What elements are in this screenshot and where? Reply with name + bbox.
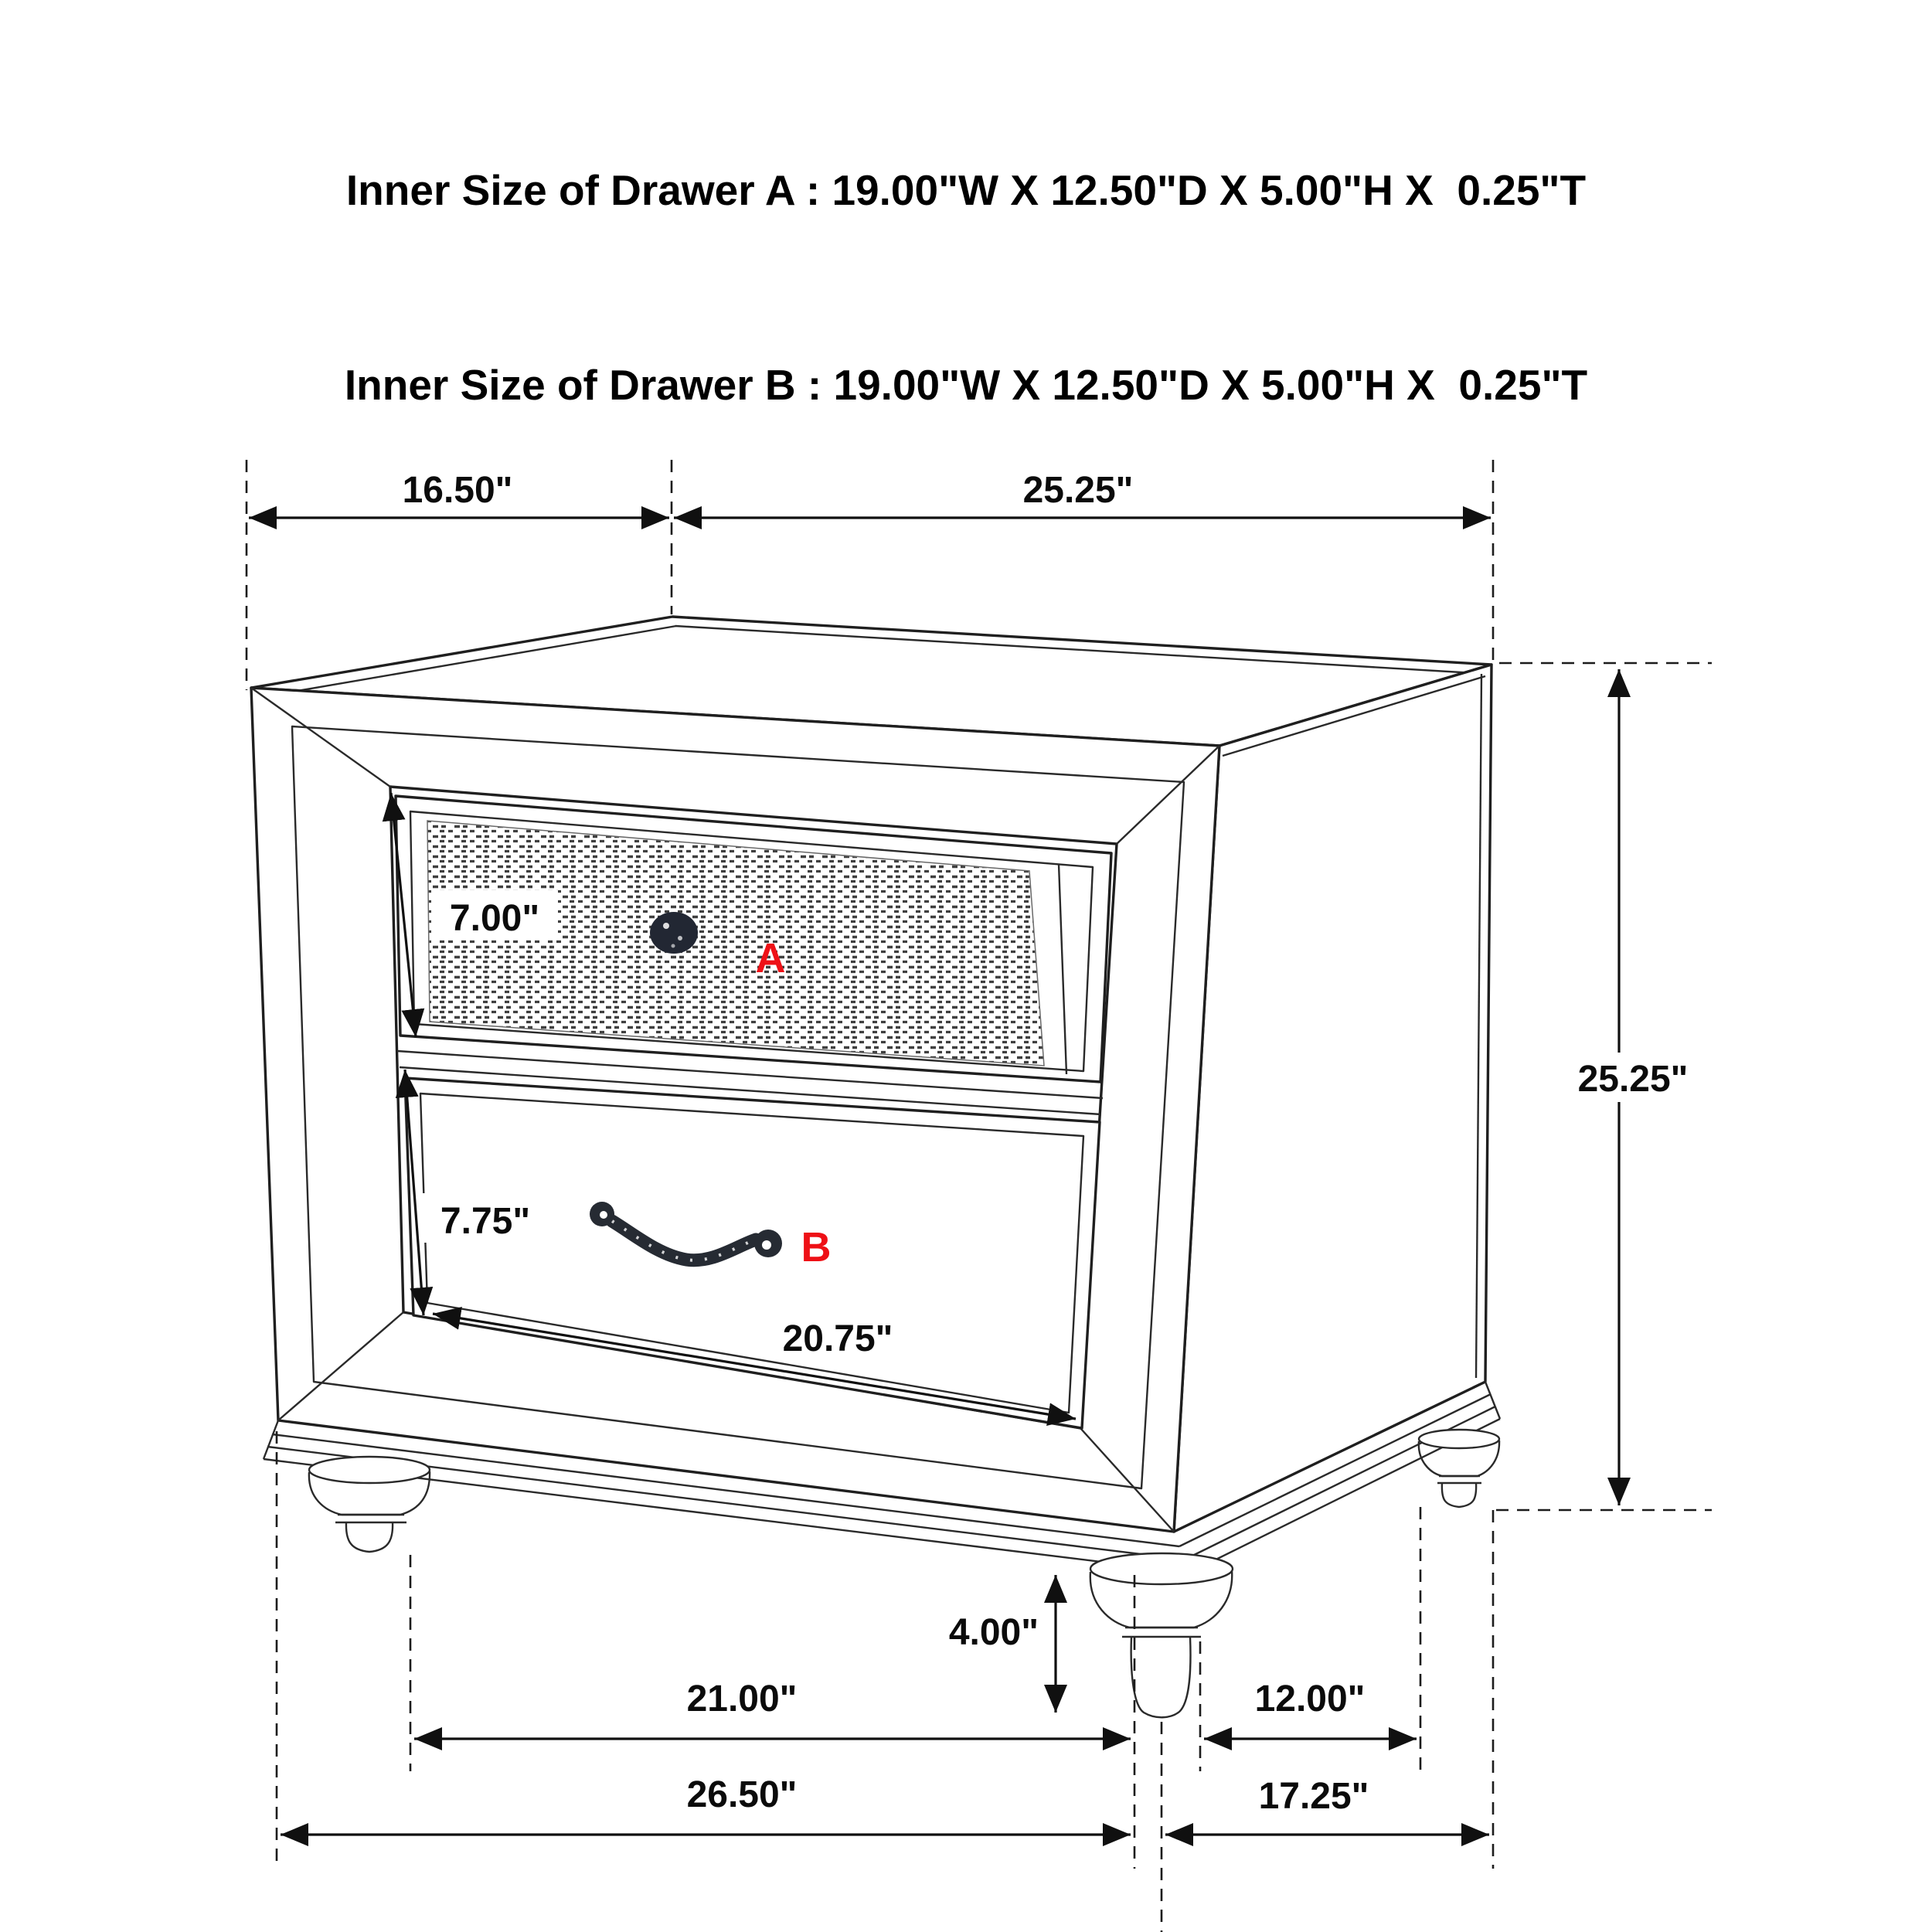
dim-label-foot-height: 4.00" [948,1612,1039,1653]
drawer-b-letter: B [801,1224,832,1270]
dim-label-top-depth: 16.50" [402,470,513,511]
dim-front-feet-span [410,1555,1134,1869]
dim-label-side-feet-span: 12.00" [1254,1679,1366,1719]
foot-back-right [1419,1430,1499,1507]
cabinet-side-face [1174,665,1492,1532]
dim-foot-height [949,1575,1056,1713]
dim-label-overall-width: 26.50" [686,1774,798,1815]
dim-side-feet-span [1200,1507,1420,1771]
foot-front-left [309,1457,430,1552]
foot-front-right [1090,1553,1233,1717]
dim-label-overall-depth: 17.25" [1258,1776,1369,1817]
cabinet [251,617,1500,1717]
dim-label-drawer-a-height: 7.00" [449,898,540,939]
drawer-a-knob-icon [650,912,698,954]
dim-label-top-width: 25.25" [1022,470,1134,511]
dim-overall-height [1496,663,1712,1510]
dim-label-drawer-b-height: 7.75" [440,1201,531,1242]
drawer-a-size-line: Inner Size of Drawer A : 19.00"W X 12.50"D X 5.00"H X 0.25"T [345,166,1587,214]
dim-label-front-feet-span: 21.00" [686,1679,798,1719]
drawer-b-size-line: Inner Size of Drawer B : 19.00"W X 12.50"D X 5.00"H X 0.25"T [344,361,1588,409]
drawer-a-letter: A [755,935,786,981]
dim-label-overall-height: 25.25" [1577,1059,1689,1100]
dim-label-drawer-b-width: 20.75" [782,1318,893,1359]
